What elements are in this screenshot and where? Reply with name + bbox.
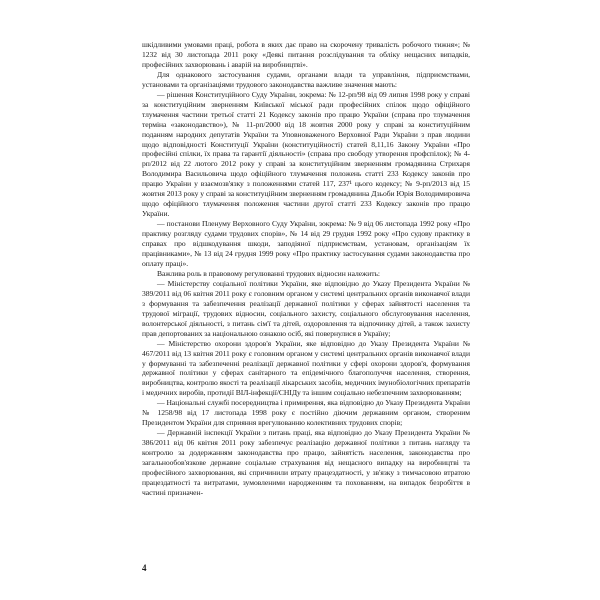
paragraph-labour-inspection: — Державній інспекції України з питань праці, яка відповідно до Указу Президента України № 386/2011 від 06 квітня 2011 року забезпечує реалізацію державної політики з питань нагляду та контролю за додержанням законодавства про працю, зайнятість населення, законодавства про загальнообов'язкове державне соціальне страхування від нещасного випадку на виробництві та професійного захворювання, які спричинили втрату працездатності, у зв'язку з тимчасовою втратою працездатності та витратами, зумовленими народженням та похованням, на випадок безробіття в частині призначен- — [142, 428, 470, 497]
paragraph-ministry-social-policy: — Міністерству соціальної політики України, яке відповідно до Указу Президента України № 389/2011 від 06 квітня 2011 року є головним органом у системі центральних органів виконавчої влади з формування та забезпечення реалізації державної політики у сферах зайнятості населення та трудової міграції, трудових відносин, соціального захисту, соціального обслуговування населення, волонтерської діяльності, з питань сім'ї та дітей, оздоровлення та відпочинку дітей, а також захисту прав депортованих за національною ознакою осіб, які повернулися в Україну; — [142, 278, 470, 338]
body-text — [142, 40, 470, 498]
paragraph-supreme-court: — постанови Пленуму Верховного Суду України, зокрема: № 9 від 06 листопада 1992 року «Про практику розгляду судами трудових спорів», № 14 від 29 грудня 1992 року «Про судову практику в справах про відшкодування шкоди, заподіяної підприємствам, установам, організаціям їх працівниками», № 13 від 24 грудня 1999 року «Про практику застосування судами законодавства про оплату праці». — [142, 219, 470, 268]
paragraph-continuation: шкідливими умовами праці, робота в яких дає право на скорочену тривалість робочого тижня»; № 1232 від 30 листопада 2011 року «Деякі питання розслідування та обліку нещасних випадків, професійних захворювань і аварій на виробництві». — [142, 40, 470, 69]
paragraph-ministry-health: — Міністерство охорони здоров'я України, яке відповідно до Указу Президента України № 467/2011 від 13 квітня 2011 року є головним органом у системі центральних органів виконавчої влади у формуванні та забезпеченні реалізації державної політики у сфері охорони здоров'я, формування державної політики у сферах санітарного та епідемічного благополуччя населення, створення, виробництва, контролю якості та реалізації лікарських засобів, медичних імунобіологічних препаратів і медичних виробів, протидії ВІЛ-інфекції/СНІДу та іншим соціально небезпечним захворюванням; — [142, 338, 470, 398]
paragraph-intro: Для однакового застосування судами, органами влади та управління, підприємствами, установами та організаціями трудового законодавства важливе значення мають: — [142, 69, 470, 89]
paragraph-constitutional-court: — рішення Конституційного Суду України, зокрема: № 12-рп/98 від 09 липня 1998 року у справі за конституційним зверненням Київської міської ради професійних спілок щодо офіційного тлумачення частини третьої статті 21 Кодексу законів про працю України (справа про тлумачення терміна «законодавство»), № 11-рп/2000 від 18 жовтня 2000 року у справі за конституційним поданням народних депутатів України та Уповноваженого Верховної Ради України з прав людини щодо відповідності Конституції України (конституційності) статей 8,11,16 Закону України «Про професійні спілки, їх права та гарантії діяльності» (справа про свободу утворення профспілок); № 4-рп/2012 від 22 лютого 2012 року у справі за конституційним зверненням громадянина Стрихаря Володимира Васильовича щодо офіційного тлумачення положень статті 233 Кодексу законів про працю України у взаємозв'язку з положеннями статей 117, 237¹ цього кодексу; № 9-рп/2013 від 15 жовтня 2013 року у справі за конституційним зверненням громадянина Дзьоби Юрія Володимировича щодо офіційного тлумачення положення частини другої статті 233 Кодексу законів про працю України. — [142, 89, 470, 219]
page-number: 4 — [142, 563, 147, 573]
paragraph-mediation-service: — Національні службі посередництва і примирення, яка відповідно до Указу Президента України № 1258/98 від 17 листопада 1998 року є постійно діючим державним органом, створеним Президентом України для сприяння врегулюванню колективних трудових спорів; — [142, 398, 470, 428]
paragraph-role: Важлива роль в правовому регулюванні трудових відносин належить: — [157, 268, 380, 278]
